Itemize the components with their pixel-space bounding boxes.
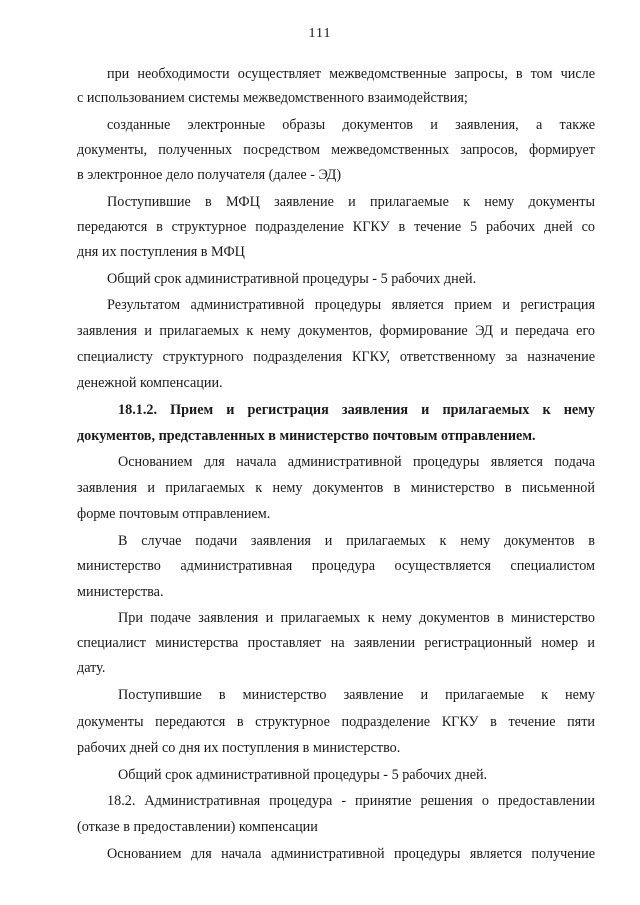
text-line: (отказе в предоставлении) компенсации — [77, 819, 318, 835]
text-line: Результатом административной процедуры является прием и регистрация — [107, 297, 595, 313]
text-line: Основанием для начала административной процедуры является подача — [118, 454, 595, 470]
text-line: Общий срок административной процедуры - 5 рабочих дней. — [118, 767, 488, 783]
text-line: денежной компенсации. — [77, 375, 223, 391]
text-line: созданные электронные образы документов и заявления, а также — [107, 117, 595, 133]
text-line: дату. — [77, 660, 106, 676]
text-line: При подаче заявления и прилагаемых к нему документов в министерство — [118, 610, 595, 626]
text-line: Поступившие в министерство заявление и прилагаемые к нему — [118, 687, 595, 703]
text-line: документы передаются в структурное подразделение КГКУ в течение пяти — [77, 714, 595, 730]
text-line: министерство административная процедура осуществляется специалистом — [77, 558, 595, 574]
text-line: с использованием системы межведомственного взаимодействия; — [77, 90, 468, 106]
text-line: министерства. — [77, 584, 164, 600]
text-line: В случае подачи заявления и прилагаемых к нему документов в — [118, 533, 595, 549]
page-number: 111 — [308, 26, 332, 41]
text-line: Общий срок административной процедуры - 5 рабочих дней. — [107, 271, 477, 287]
text-line: заявления и прилагаемых к нему документов в министерство в письменной — [77, 480, 595, 496]
text-line: при необходимости осуществляет межведомственные запросы, в том числе — [107, 66, 595, 82]
text-line: Основанием для начала административной процедуры является получение — [107, 846, 595, 862]
text-line: специалист министерства проставляет на заявлении регистрационный номер и — [77, 635, 595, 651]
text-line: передаются в структурное подразделение КГКУ в течение 5 рабочих дней со — [77, 219, 595, 235]
text-line: документы, полученных посредством межведомственных запросов, формирует — [77, 142, 595, 158]
section-heading: 18.1.2. Прием и регистрация заявления и прилагаемых к нему — [118, 402, 595, 418]
text-line: в электронное дело получателя (далее - ЭД) — [77, 167, 342, 183]
text-line: рабочих дней со дня их поступления в министерство. — [77, 740, 401, 756]
text-line: заявления и прилагаемых к нему документов, формирование ЭД и передача его — [77, 323, 595, 339]
section-heading: документов, представленных в министерство почтовым отправлением. — [77, 428, 536, 444]
text-line: специалисту структурного подразделения КГКУ, ответственному за назначение — [77, 349, 595, 365]
text-line: форме почтовым отправлением. — [77, 506, 271, 522]
text-line: Поступившие в МФЦ заявление и прилагаемые к нему документы — [107, 194, 595, 210]
text-line: 18.2. Административная процедура - принятие решения о предоставлении — [107, 793, 595, 809]
text-line: дня их поступления в МФЦ — [77, 244, 245, 260]
